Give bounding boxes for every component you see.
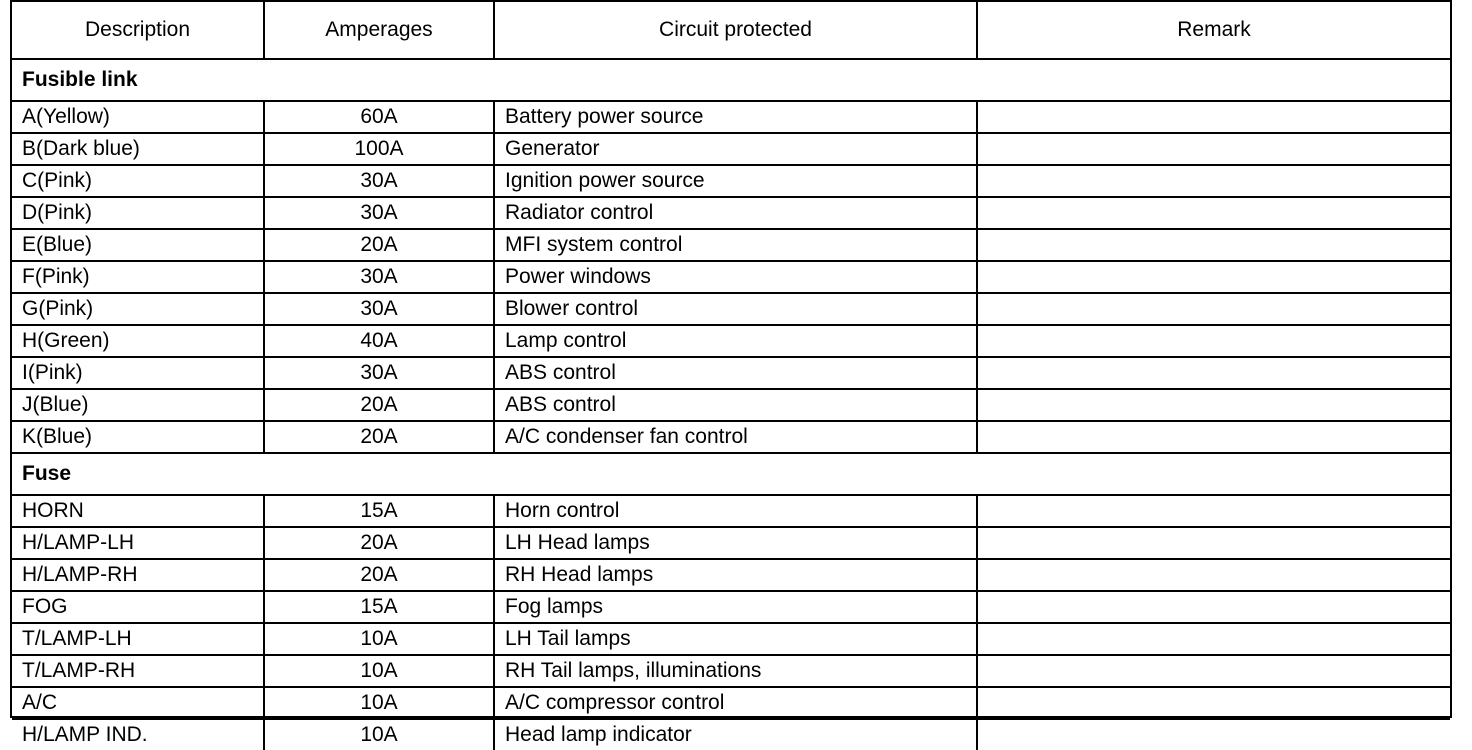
cell-amperage: 15A (264, 591, 494, 623)
cell-description: H/LAMP-LH (12, 527, 264, 559)
cell-amperage: 30A (264, 293, 494, 325)
table-row (12, 325, 1450, 357)
table-row (12, 229, 1450, 261)
cell-amperage: 10A (264, 719, 494, 750)
cell-circuit-protected: Lamp control (494, 325, 977, 357)
table-row (12, 527, 1450, 559)
cell-circuit-protected: RH Tail lamps, illuminations (494, 655, 977, 687)
cell-amperage: 30A (264, 261, 494, 293)
cell-amperage: 20A (264, 559, 494, 591)
cell-remark (977, 133, 1450, 165)
cell-remark (977, 559, 1450, 591)
cell-amperage: 10A (264, 655, 494, 687)
cell-circuit-protected: Ignition power source (494, 165, 977, 197)
cell-description: C(Pink) (12, 165, 264, 197)
cell-circuit-protected: LH Tail lamps (494, 623, 977, 655)
cell-description: E(Blue) (12, 229, 264, 261)
cell-amperage: 40A (264, 325, 494, 357)
table-row (12, 623, 1450, 655)
table-row (12, 719, 1450, 750)
cell-amperage: 60A (264, 101, 494, 133)
fuse-table (12, 2, 1450, 750)
column-header-amperages: Amperages (264, 2, 494, 59)
table-row (12, 293, 1450, 325)
cell-remark (977, 527, 1450, 559)
table-row (12, 421, 1450, 453)
cell-amperage: 100A (264, 133, 494, 165)
table-row (12, 197, 1450, 229)
cell-circuit-protected: Power windows (494, 261, 977, 293)
cell-description: T/LAMP-LH (12, 623, 264, 655)
cell-circuit-protected: A/C compressor control (494, 687, 977, 719)
cell-circuit-protected: ABS control (494, 389, 977, 421)
table-row (12, 357, 1450, 389)
header-row (12, 2, 1450, 59)
cell-remark (977, 655, 1450, 687)
table-row (12, 655, 1450, 687)
column-header-circuit-protected: Circuit protected (494, 2, 977, 59)
cell-amperage: 10A (264, 687, 494, 719)
cell-circuit-protected: RH Head lamps (494, 559, 977, 591)
table-row (12, 687, 1450, 719)
cell-description: I(Pink) (12, 357, 264, 389)
fuse-table-document (10, 0, 1452, 746)
cell-remark (977, 325, 1450, 357)
cell-circuit-protected: Blower control (494, 293, 977, 325)
cell-remark (977, 261, 1450, 293)
cell-description: G(Pink) (12, 293, 264, 325)
table-row (12, 133, 1450, 165)
cell-amperage: 10A (264, 623, 494, 655)
table-row (12, 101, 1450, 133)
cell-circuit-protected: Generator (494, 133, 977, 165)
cell-description: H/LAMP-RH (12, 559, 264, 591)
column-header-remark: Remark (977, 2, 1450, 59)
cell-circuit-protected: A/C condenser fan control (494, 421, 977, 453)
table-row (12, 389, 1450, 421)
cell-remark (977, 197, 1450, 229)
cell-circuit-protected: Radiator control (494, 197, 977, 229)
cell-description: D(Pink) (12, 197, 264, 229)
table-row (12, 495, 1450, 527)
cell-description: A(Yellow) (12, 101, 264, 133)
cell-remark (977, 101, 1450, 133)
cell-description: FOG (12, 591, 264, 623)
cell-remark (977, 229, 1450, 261)
cell-remark (977, 389, 1450, 421)
cell-circuit-protected: MFI system control (494, 229, 977, 261)
cell-remark (977, 495, 1450, 527)
cell-remark (977, 591, 1450, 623)
table-row (12, 559, 1450, 591)
cell-remark (977, 357, 1450, 389)
cell-description: H(Green) (12, 325, 264, 357)
cell-amperage: 20A (264, 527, 494, 559)
cell-description: F(Pink) (12, 261, 264, 293)
section-title: Fuse (12, 453, 1450, 495)
cell-amperage: 20A (264, 229, 494, 261)
cell-circuit-protected: LH Head lamps (494, 527, 977, 559)
table-row (12, 165, 1450, 197)
cell-circuit-protected: ABS control (494, 357, 977, 389)
cell-circuit-protected: Head lamp indicator (494, 719, 977, 750)
cell-description: A/C (12, 687, 264, 719)
section-row (12, 453, 1450, 495)
table-body (12, 59, 1450, 750)
cell-description: T/LAMP-RH (12, 655, 264, 687)
cell-remark (977, 165, 1450, 197)
cell-remark (977, 687, 1450, 719)
cell-circuit-protected: Battery power source (494, 101, 977, 133)
section-title: Fusible link (12, 59, 1450, 101)
cell-remark (977, 293, 1450, 325)
cell-amperage: 30A (264, 357, 494, 389)
cell-description: HORN (12, 495, 264, 527)
cell-circuit-protected: Fog lamps (494, 591, 977, 623)
table-row (12, 591, 1450, 623)
cell-amperage: 30A (264, 165, 494, 197)
column-header-description: Description (12, 2, 264, 59)
cell-description: K(Blue) (12, 421, 264, 453)
cell-description: H/LAMP IND. (22, 723, 148, 746)
cell-amperage: 20A (264, 389, 494, 421)
cell-remark (977, 719, 1450, 750)
cell-remark (977, 623, 1450, 655)
table-header (12, 2, 1450, 59)
cell-circuit-protected: Horn control (494, 495, 977, 527)
table-row (12, 261, 1450, 293)
section-row (12, 59, 1450, 101)
cell-amperage: 15A (264, 495, 494, 527)
cell-description: J(Blue) (12, 389, 264, 421)
cell-amperage: 20A (264, 421, 494, 453)
cell-remark (977, 421, 1450, 453)
cell-amperage: 30A (264, 197, 494, 229)
cell-description: B(Dark blue) (12, 133, 264, 165)
